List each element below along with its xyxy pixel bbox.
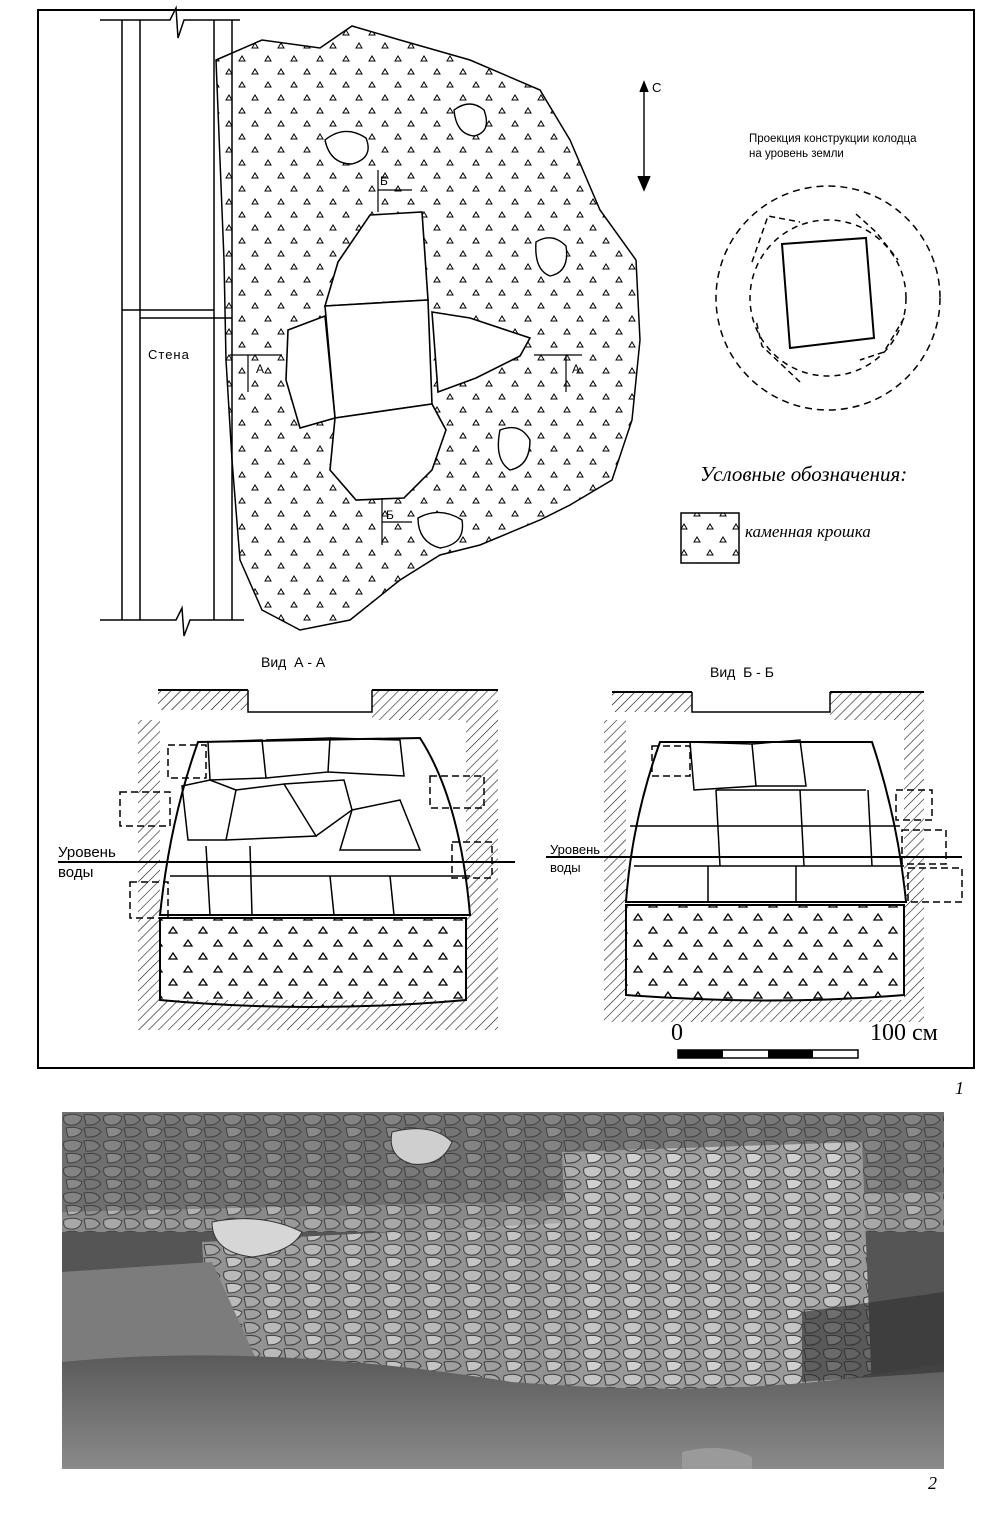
water-level-bb-line2: воды — [550, 860, 581, 875]
well-projection — [716, 186, 940, 410]
legend-title: Условные обозначения: — [700, 462, 908, 486]
wall-label: Стена — [148, 347, 190, 362]
projection-caption-line2: на уровень земли — [749, 148, 844, 160]
projection-caption-line1: Проекция конструкции колодца — [749, 133, 917, 145]
section-bb-title: Вид Б - Б — [710, 664, 774, 680]
excavation-well-photo — [62, 1112, 944, 1469]
legend-swatch-rubble — [681, 513, 739, 563]
section-mark-b-bottom: Б — [386, 508, 394, 522]
section-mark-a-right: А — [572, 362, 581, 376]
legend-item-label: каменная крошка — [745, 522, 871, 541]
figure-number-2: 2 — [928, 1473, 937, 1493]
section-bb-drawing — [546, 692, 962, 1022]
scale-end-label: 100 см — [870, 1020, 938, 1046]
section-aa-title: Вид А - А — [261, 654, 326, 670]
north-label: С — [652, 80, 662, 95]
water-level-aa-line2: воды — [58, 864, 94, 881]
section-mark-a-left: А — [256, 362, 265, 376]
water-level-aa-line1: Уровень — [58, 844, 116, 861]
section-aa-drawing — [58, 690, 515, 1030]
section-mark-b-top: Б — [380, 174, 388, 188]
figure-number-1: 1 — [955, 1078, 964, 1098]
scale-bar — [678, 1050, 858, 1058]
scale-start-label: 0 — [671, 1020, 683, 1046]
north-arrow — [638, 82, 650, 190]
water-level-bb-line1: Уровень — [550, 842, 601, 857]
